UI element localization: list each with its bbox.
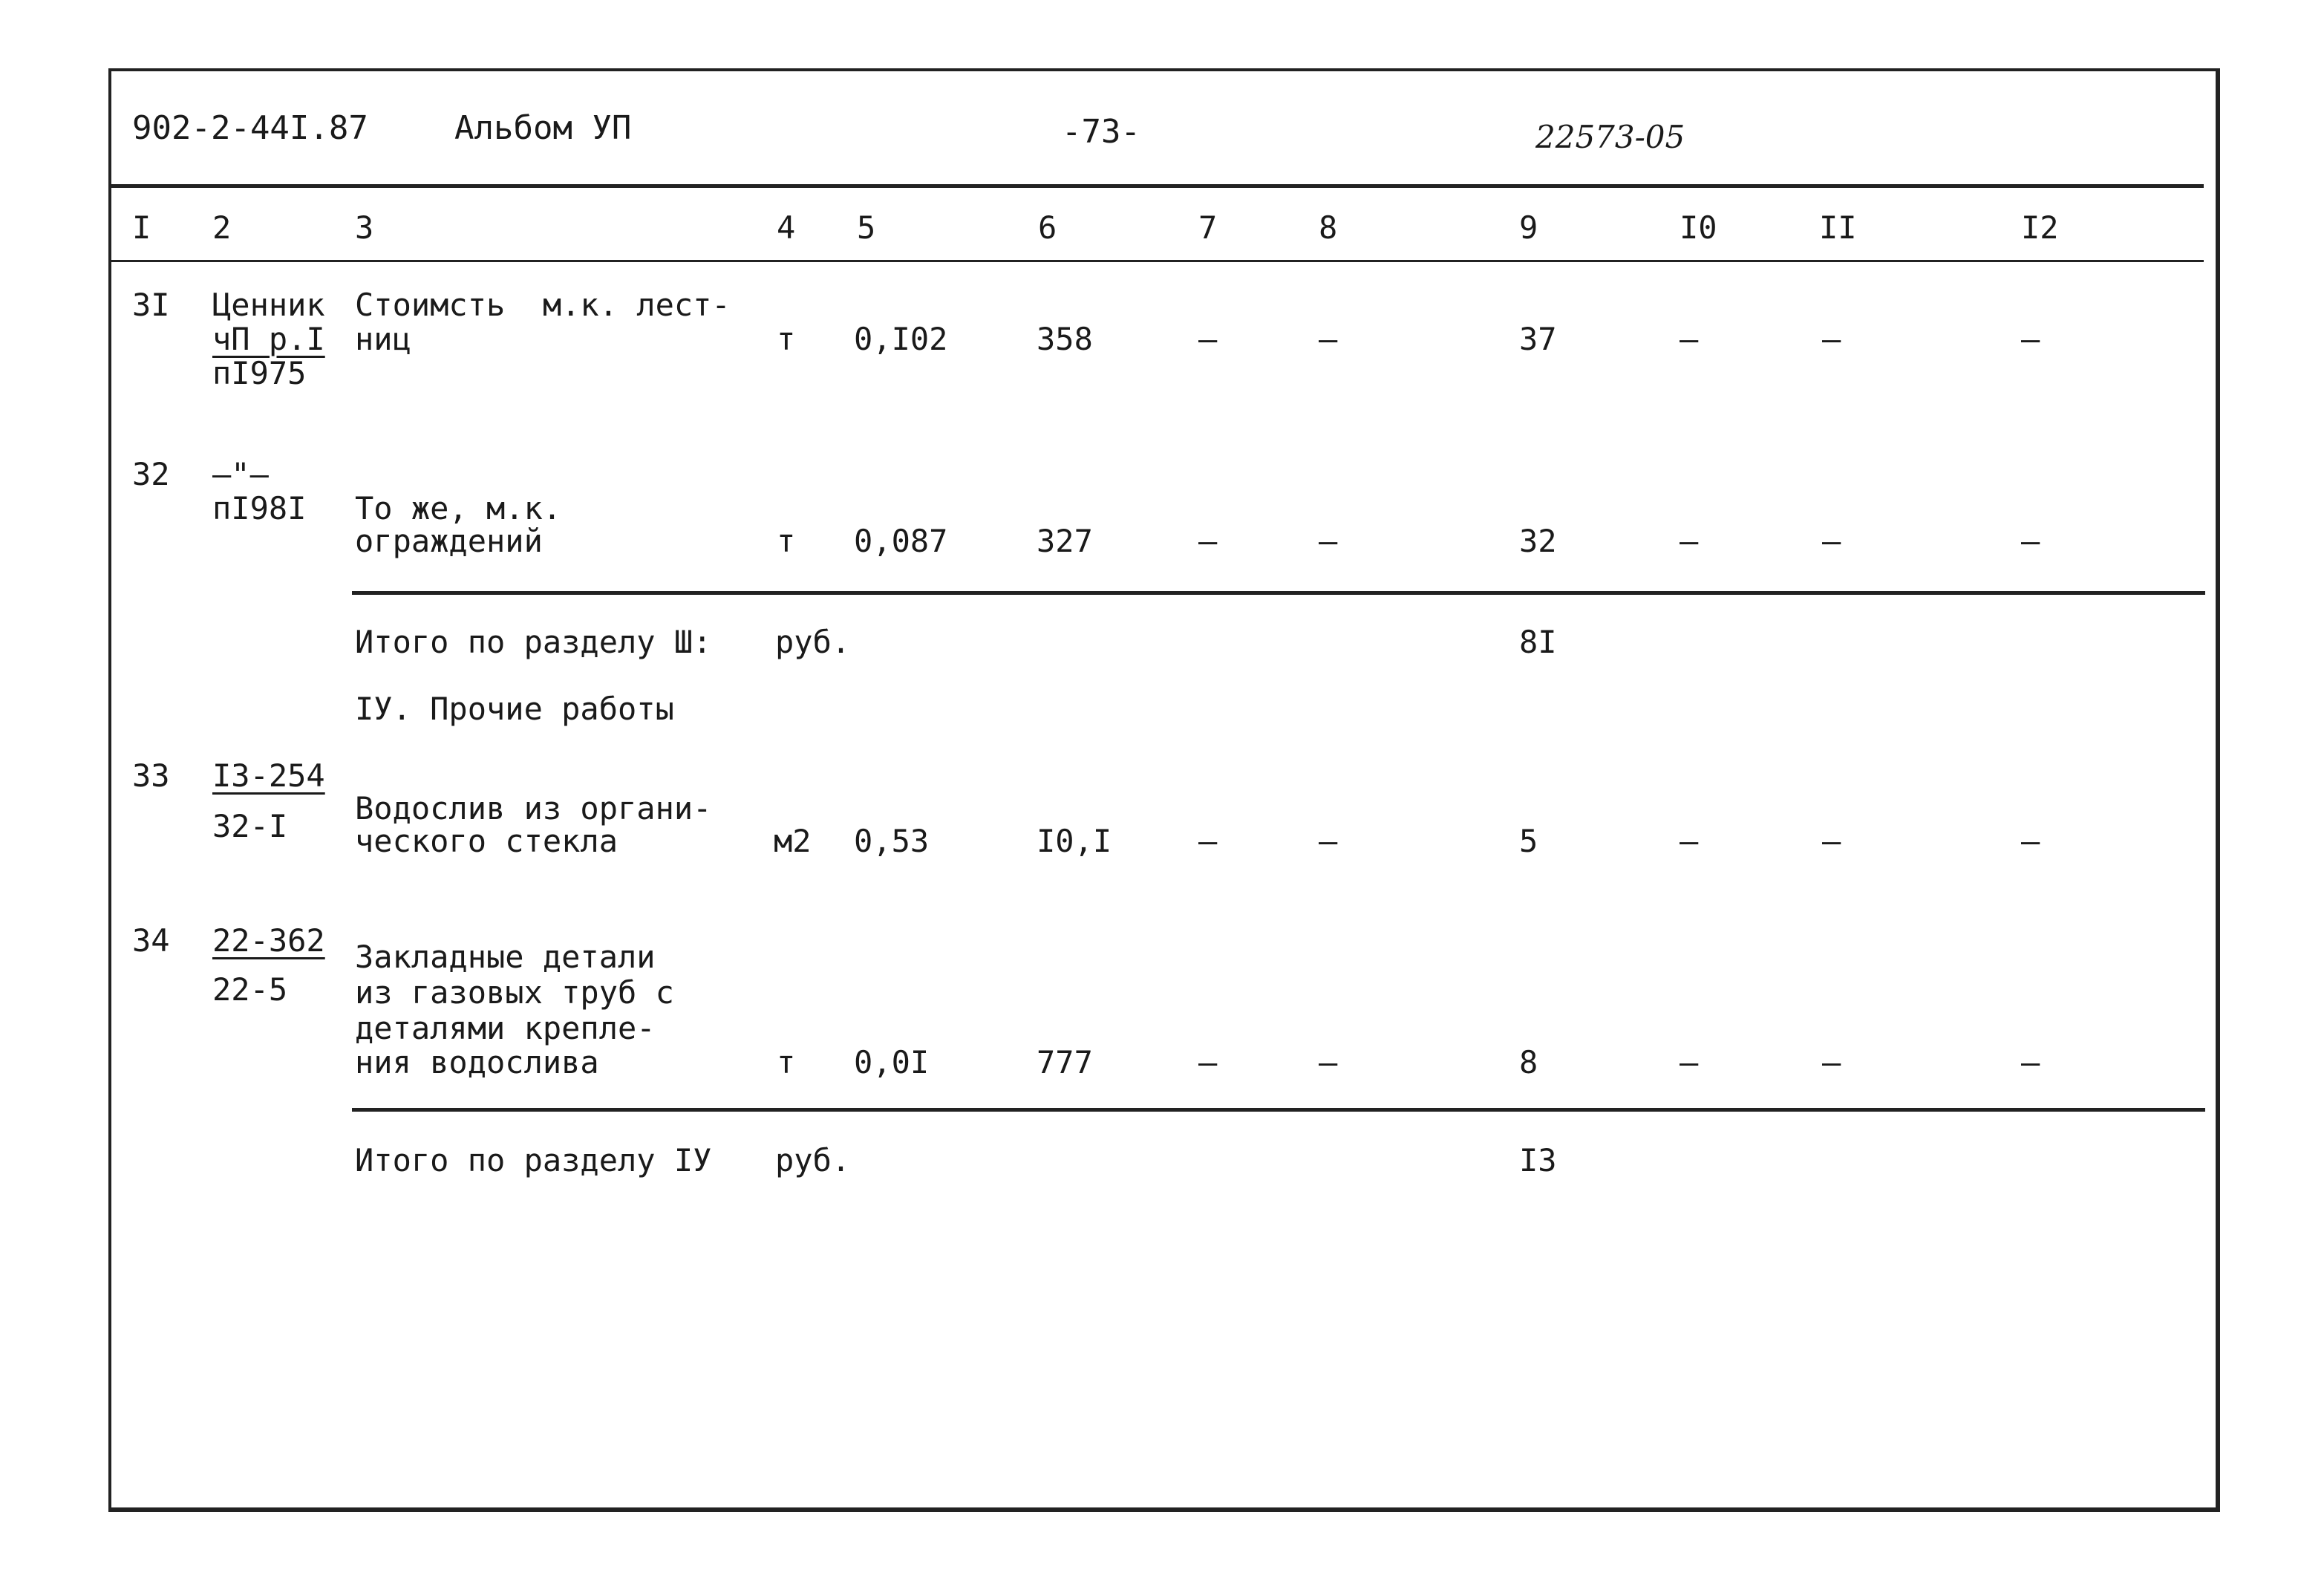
col-header: I0 (1680, 209, 1717, 246)
col-header: 6 (1038, 209, 1057, 246)
price-list-code: пI975 (212, 355, 307, 391)
quantity: 0,53 (854, 823, 930, 859)
col12-value: – (2021, 523, 2040, 559)
unit: т (777, 523, 796, 559)
price-list-code: I3-254 (212, 757, 325, 794)
row-number: 33 (132, 757, 170, 794)
price-list-code: 22-5 (212, 971, 288, 1008)
price-list-code: 32-I (212, 808, 288, 844)
item-description: Закладные детали (355, 939, 656, 975)
item-description: ниц (355, 321, 411, 357)
col7-value: – (1198, 1044, 1218, 1080)
col11-value: – (1822, 823, 1841, 859)
col12-value: – (2021, 823, 2040, 859)
price-list-code: чП р.I (212, 321, 325, 357)
price-list-code: Ценник (212, 287, 325, 323)
total-cost: 5 (1519, 823, 1538, 859)
row-number: 3I (132, 287, 170, 323)
total-cost: 32 (1519, 523, 1557, 559)
col8-value: – (1319, 823, 1338, 859)
col11-value: – (1822, 321, 1841, 357)
doc-code: 902-2-44I.87 (132, 109, 368, 147)
col7-value: – (1198, 823, 1218, 859)
col10-value: – (1680, 1044, 1699, 1080)
item-description: ния водослива (355, 1044, 599, 1080)
col-header: 4 (777, 209, 796, 246)
item-description: ограждений (355, 523, 543, 559)
unit-price: 358 (1037, 321, 1093, 357)
quantity: 0,I02 (854, 321, 948, 357)
col10-value: – (1680, 321, 1699, 357)
col-header: 3 (355, 209, 374, 246)
section-title: IУ. Прочие работы (355, 691, 674, 727)
col7-value: – (1198, 321, 1218, 357)
col-header: 2 (212, 209, 232, 246)
price-list-code: 22-362 (212, 922, 325, 959)
unit-price: 777 (1037, 1044, 1093, 1080)
item-description: из газовых труб с (355, 974, 674, 1011)
col-header: II (1819, 209, 1857, 246)
unit: т (777, 321, 796, 357)
price-list-code: пI98I (212, 490, 307, 526)
row-number: 34 (132, 922, 170, 959)
col10-value: – (1680, 523, 1699, 559)
section-total-rule (352, 591, 2205, 595)
subtotal-total: 8I (1519, 624, 1557, 660)
col-header: I (132, 209, 151, 246)
page-number: -73- (1062, 113, 1140, 151)
unit: т (777, 1044, 796, 1080)
subtotal-unit: руб. (775, 1142, 851, 1178)
col8-value: – (1319, 321, 1338, 357)
col8-value: – (1319, 523, 1338, 559)
col-header: 7 (1198, 209, 1218, 246)
row-number: 32 (132, 456, 170, 492)
unit-price: I0,I (1037, 823, 1112, 859)
col11-value: – (1822, 1044, 1841, 1080)
column-header-rule (111, 260, 2204, 262)
unit-price: 327 (1037, 523, 1093, 559)
col8-value: – (1319, 1044, 1338, 1080)
col-header: I2 (2021, 209, 2059, 246)
subtotal-label: Итого по разделу Ш: (355, 624, 712, 660)
section-total-rule (352, 1108, 2205, 1112)
col-header: 9 (1519, 209, 1538, 246)
unit: м2 (774, 823, 812, 859)
sheet-number: 22573-05 (1535, 119, 1685, 155)
quantity: 0,0I (854, 1044, 930, 1080)
item-description: ческого стекла (355, 823, 618, 859)
subtotal-label: Итого по разделу IУ (355, 1142, 712, 1178)
item-description: Водослив из органи- (355, 790, 712, 827)
col12-value: – (2021, 1044, 2040, 1080)
col-header: 5 (857, 209, 876, 246)
col12-value: – (2021, 321, 2040, 357)
total-cost: 37 (1519, 321, 1557, 357)
item-description: Стоимсть м.к. лест- (355, 287, 731, 323)
price-list-code: –"– (212, 456, 269, 492)
subtotal-total: I3 (1519, 1142, 1557, 1178)
album-label: Альбом УП (454, 109, 632, 147)
quantity: 0,087 (854, 523, 948, 559)
col11-value: – (1822, 523, 1841, 559)
item-description: деталями крепле- (355, 1010, 656, 1046)
item-description: То же, м.к. (355, 490, 562, 526)
col10-value: – (1680, 823, 1699, 859)
header-rule (111, 184, 2204, 188)
col7-value: – (1198, 523, 1218, 559)
col-header: 8 (1319, 209, 1338, 246)
subtotal-unit: руб. (775, 624, 851, 660)
total-cost: 8 (1519, 1044, 1538, 1080)
